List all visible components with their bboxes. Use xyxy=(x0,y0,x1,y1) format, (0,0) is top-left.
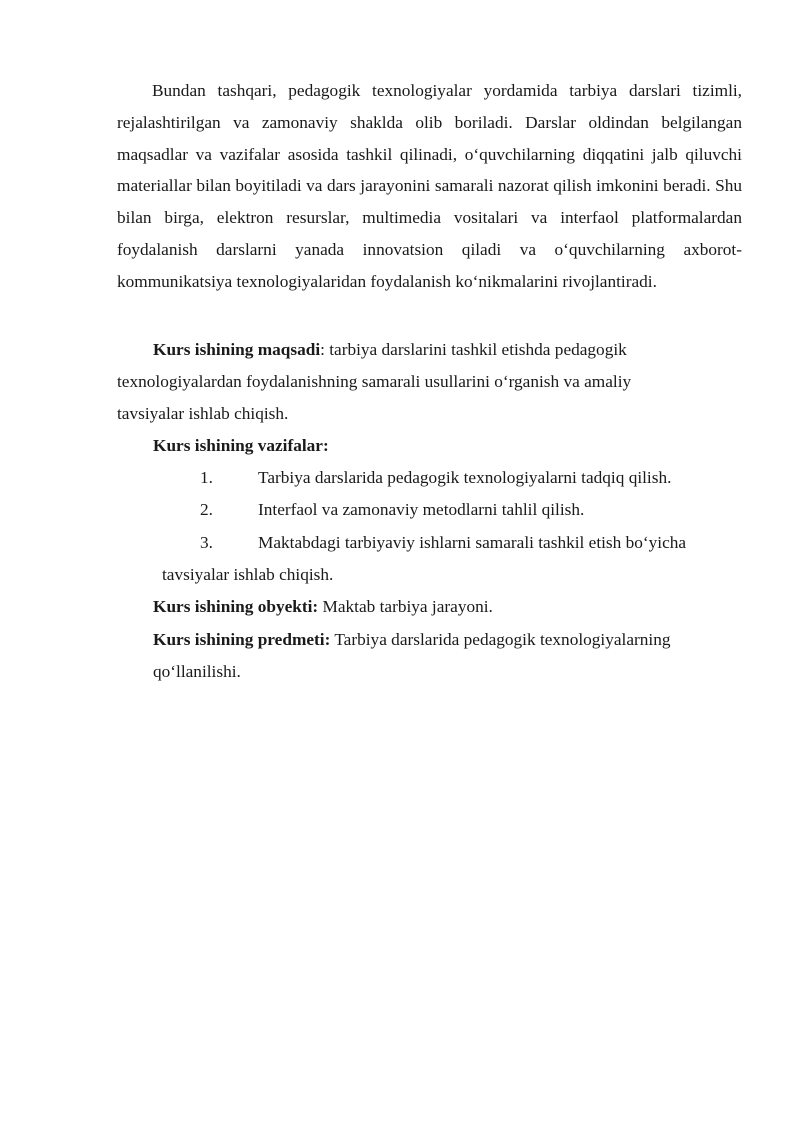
object-label: Kurs ishining obyekti: xyxy=(153,597,319,616)
intro-paragraph: Bundan tashqari, pedagogik texnologiyalar yordamida tarbiya darslari tizimli, rejalashtirilgan va zamonaviy shaklda olib boriladi. Darslar oldindan belgilangan maqsadlar va vazifalar asosida tashkil qilinadi, o‘quvchilarning diqqatini jalb qiluvchi materiallar bilan boyitiladi va dars jarayonini samarali nazorat qilish imkonini beradi. Shu bilan birga, elektron resurslar, multimedia vositalari va interfaol platformalardan foydalanish darslarni yanada innovatsion qiladi va o‘quvchilarning axborot-kommunikatsiya texnologiyalaridan foydalanish ko‘nikmalarini rivojlantiradi. xyxy=(117,81,742,291)
goal-text-1: : tarbiya darslarini tashkil etishda pedagogik xyxy=(320,340,627,359)
goal-line-1 xyxy=(153,340,627,360)
subject-line xyxy=(153,630,670,650)
task-text-continuation: tavsiyalar ishlab chiqish. xyxy=(162,565,334,584)
task-text: Interfaol va zamonaviy metodlarni tahlil qilish. xyxy=(258,500,585,519)
tasks-heading: Kurs ishining vazifalar: xyxy=(153,436,329,455)
task-number: 2. xyxy=(200,500,213,519)
goal-text-2: texnologiyalardan foydalanishning samarali usullarini o‘rganish va amaliy xyxy=(117,372,632,391)
subject-text-continuation: qo‘llanilishi. xyxy=(153,662,241,681)
task-number: 3. xyxy=(200,533,213,552)
task-text: Maktabdagi tarbiyaviy ishlarni samarali tashkil etish bo‘yicha xyxy=(258,533,687,552)
subject-text: Tarbiya darslarida pedagogik texnologiyalarning xyxy=(330,630,671,649)
object-line xyxy=(153,597,493,617)
subject-label: Kurs ishining predmeti: xyxy=(153,630,331,649)
goal-text-3: tavsiyalar ishlab chiqish. xyxy=(117,404,289,423)
object-text: Maktab tarbiya jarayoni. xyxy=(318,597,493,616)
goal-label: Kurs ishining maqsadi xyxy=(153,340,321,359)
task-text: Tarbiya darslarida pedagogik texnologiyalarni tadqiq qilish. xyxy=(258,468,672,487)
task-number: 1. xyxy=(200,468,213,487)
